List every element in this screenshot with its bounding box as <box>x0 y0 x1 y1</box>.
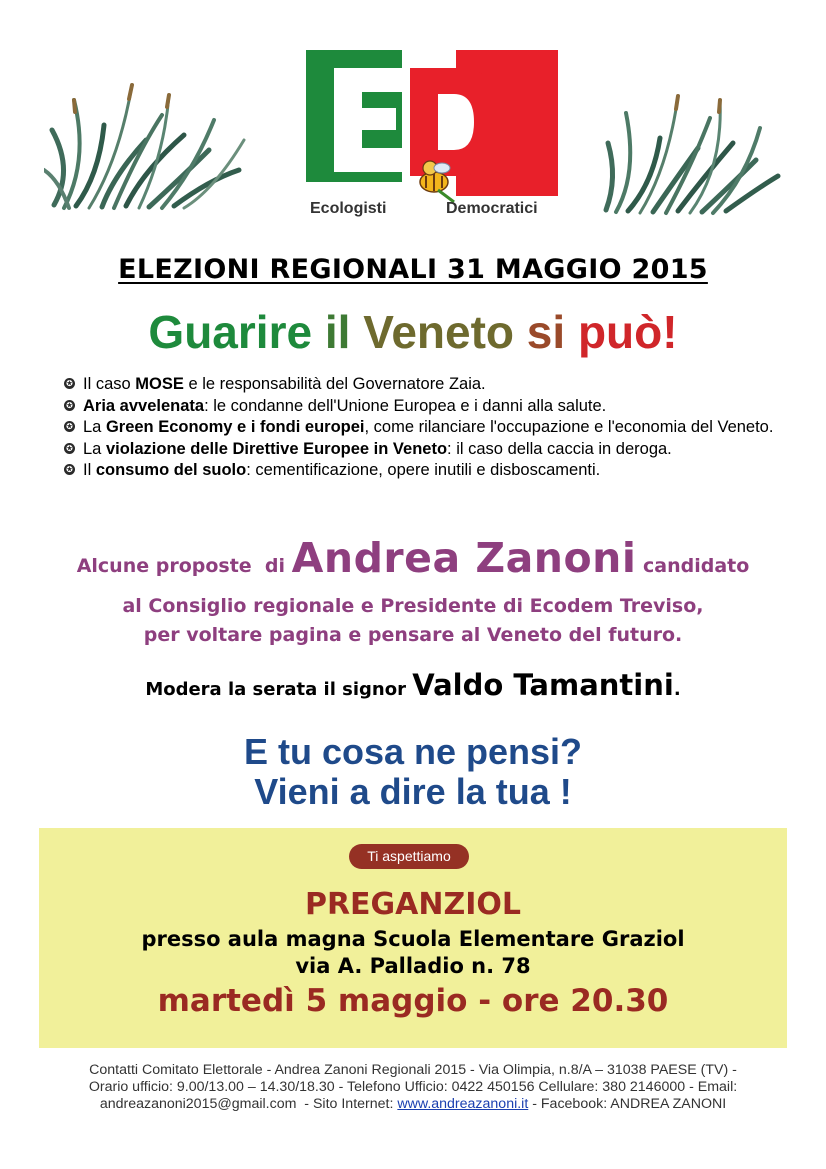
bullet-icon: ✪ <box>64 378 75 389</box>
bullet-icon: ✪ <box>64 400 75 411</box>
contact-footer: Contatti Comitato Elettorale - Andrea Zanoni Regionali 2015 - Via Olimpia, n.8/A – 31038 PAESE (TV) - Orario ufficio: 9.00/13.00 – 14.30/18.30 - Telefono Ufficio: 0422 450156 Cellulare: 380 2146000 - Email: andreazanoni2015@gmail.com - Sito Internet: www.andreazanoni.it - Facebook: ANDREA ZANONI <box>88 1062 738 1112</box>
moderator-name: Valdo Tamantini <box>412 668 674 702</box>
svg-text:Ecologisti: Ecologisti <box>310 200 387 217</box>
list-item: ✪ La Green Economy e i fondi europei, come rilanciare l'occupazione e l'economia del Veneto. <box>64 417 784 439</box>
list-item: ✪ Aria avvelenata: le condanne dell'Unione Europea e i danni alla salute. <box>64 396 784 418</box>
bullet-icon: ✪ <box>64 443 75 454</box>
svg-text:Democratici: Democratici <box>446 200 538 217</box>
invite-badge: Ti aspettiamo <box>349 844 469 869</box>
list-item: ✪ Il consumo del suolo: cementificazione, opere inutili e disboscamenti. <box>64 460 784 482</box>
bullet-icon: ✪ <box>64 464 75 475</box>
list-item: ✪ La violazione delle Direttive Europee in Veneto: il caso della caccia in deroga. <box>64 439 784 461</box>
moderator-line: Modera la serata il signor Valdo Tamantini. <box>145 668 681 702</box>
bullet-icon: ✪ <box>64 421 75 432</box>
slogan: Guarire il Veneto si può! <box>148 306 678 358</box>
election-title: ELEZIONI REGIONALI 31 MAGGIO 2015 <box>118 254 708 285</box>
ecodem-logo <box>306 50 558 218</box>
event-date: martedì 5 maggio - ore 20.30 <box>157 983 669 1019</box>
event-city: PREGANZIOL <box>304 887 522 922</box>
topics-list <box>64 374 784 482</box>
grass-right-icon <box>598 88 782 216</box>
candidate-proposal: Alcune proposte di Andrea Zanoni candidato al Consiglio regionale e Presidente di Ecodem Treviso, per voltare pagina e pensare al Veneto del futuro. <box>76 534 750 646</box>
event-venue: presso aula magna Scuola Elementare Graziol via A. Palladio n. 78 <box>141 927 685 978</box>
call-to-action: E tu cosa ne pensi? Vieni a dire la tua ! <box>243 731 583 812</box>
website-link[interactable]: www.andreazanoni.it <box>397 1096 529 1112</box>
grass-left-icon <box>44 80 250 212</box>
list-item: ✪ Il caso MOSE e le responsabilità del Governatore Zaia. <box>64 374 784 396</box>
candidate-name: Andrea Zanoni <box>291 534 637 582</box>
